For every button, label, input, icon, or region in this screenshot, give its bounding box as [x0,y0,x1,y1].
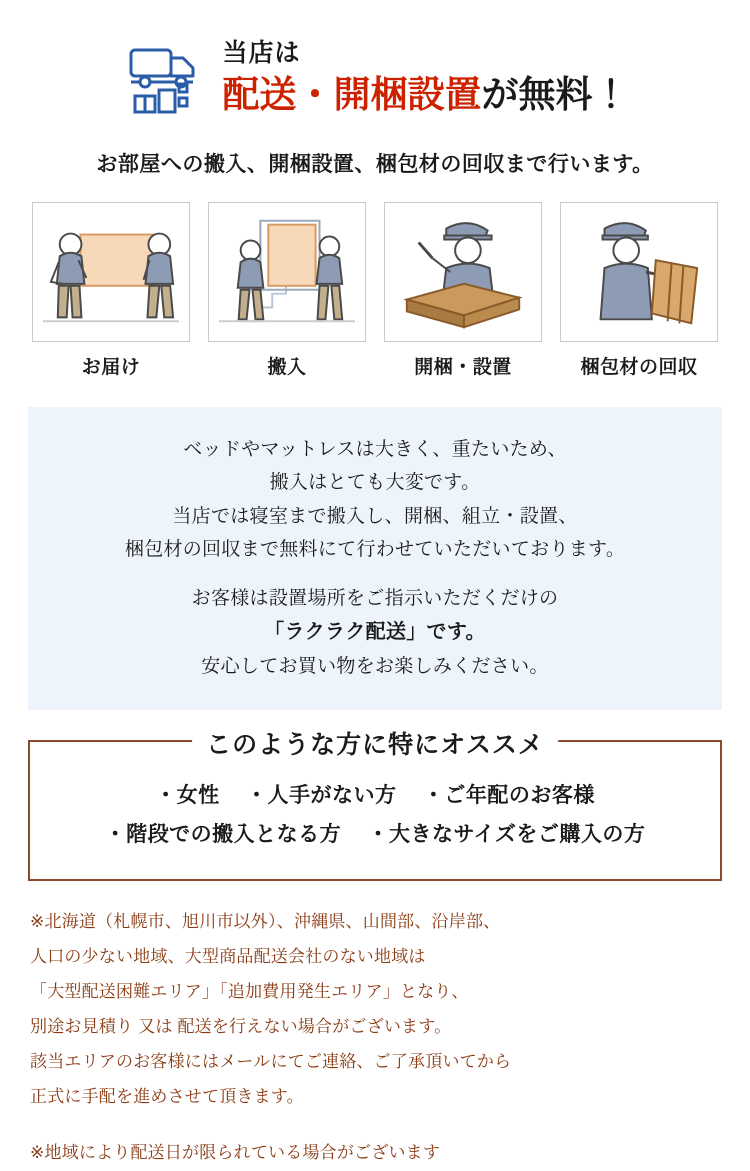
step-delivery [32,202,190,379]
note-line: 当店では寝室まで搬入し、開梱、組立・設置、 [172,505,578,527]
recommend-item: ・階段での搬入となる方 [104,823,342,847]
note-line-emphasis: 「ラクラク配送」です。 [264,621,486,644]
recommend-item: ・女性 [155,783,220,807]
footnote-line: 該当エリアのお客様にはメールにてご連絡、ご了承頂いてから [30,1051,512,1071]
steps-row [28,202,722,379]
step-carry-in [208,202,366,379]
footnote-line: 正式に手配を進めさせて頂きます。 [30,1086,304,1106]
footnote-line: 別途お見積り 又は 配送を行えない場合がございます。 [30,1016,452,1036]
note-line: 安心してお買い物をお楽しみください。 [201,656,549,678]
recommend-row-2 [40,815,710,855]
recommend-box [28,730,722,882]
worker-assembling-bed-icon [384,202,542,342]
header-text [223,30,630,118]
step-label: 開梱・設置 [414,357,512,378]
header [28,0,722,132]
movers-on-stairs-icon [208,202,366,342]
header-highlight: 配送・開梱設置 [222,74,482,115]
two-movers-carrying-box-icon [32,202,190,342]
step-label: お届け [81,357,141,378]
header-line2 [223,72,630,118]
note-line: 梱包材の回収まで無料にて行わせていただいております。 [124,538,626,560]
note-line: 搬入はとても大変です。 [269,472,481,494]
footnotes-second [30,1136,722,1171]
subheading: お部屋への搬入、開梱設置、梱包材の回収まで行います。 [96,153,654,176]
footnotes [28,905,722,1171]
worker-collecting-cardboard-icon [560,202,718,342]
recommend-row-1 [40,776,710,816]
recommend-title: このような方に特にオススメ [192,725,558,761]
step-unpack-install [384,202,542,379]
note-line: ベッドやマットレスは大きく、重たいため、 [183,439,567,460]
step-label: 搬入 [267,357,307,378]
spacer [38,566,712,582]
footnote-line: 「大型配送困難エリア」「追加費用発生エリア」となり、 [30,981,469,1001]
recommend-item: ・人手がない方 [246,783,397,807]
delivery-description-box [28,407,722,710]
footnote-line: ※北海道（札幌市、旭川市以外）、沖縄県、山間部、沿岸部、 [30,912,501,932]
note-line: お客様は設置場所をご指示いただくだけの [191,588,559,609]
header-line1: 当店は [222,39,301,67]
delivery-truck-icon [121,36,217,132]
recommend-item: ・大きなサイズをご購入の方 [367,823,646,847]
step-collect-packing [560,202,718,379]
footnote-line: 人口の少ない地域、大型商品配送会社のない地域は [30,947,426,967]
footnote-line: ※地域により配送日が限られている場合がございます [30,1143,441,1163]
header-tail: が無料！ [481,74,630,115]
step-label: 梱包材の回収 [580,357,698,378]
recommend-item: ・ご年配のお客様 [422,783,595,807]
